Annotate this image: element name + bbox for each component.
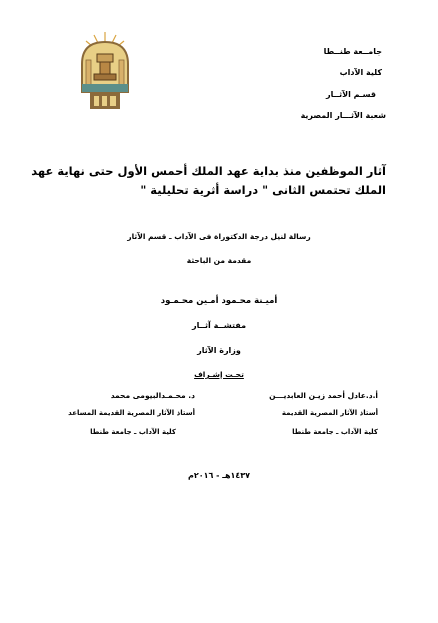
supervisor-2-affiliation: كلية الآداب ـ جامعة طنطا	[90, 428, 176, 436]
author-ministry: وزارة الآثار	[197, 346, 241, 355]
supervisor-1-name: أ.د.عادل أحمد زيـن العابديـــن	[269, 391, 378, 400]
thesis-title-line-1: آثار الموظفين منذ بداية عهد الملك أحمس الأول حتى نهاية عهد	[31, 164, 386, 178]
supervisor-2-position: أستاذ الآثار المصرية القديمة المساعد	[68, 409, 195, 417]
section-name: شعبة الآثـــار المصرية	[300, 111, 386, 120]
department-name: قسـم الآثــار	[326, 90, 376, 99]
author-name: أميـنة محـمود أمـين محـمـود	[160, 296, 278, 306]
author-title: مفتشــة آثــار	[191, 321, 247, 330]
thesis-title-line-2: الملك تحتمس الثانى " دراسة أثرية تحليلية "	[140, 183, 386, 197]
supervisor-1-position: أستاذ الآثار المصرية القديمة	[281, 409, 378, 417]
supervision-label-text: تحـت إشـراف	[194, 370, 244, 379]
supervisor-2-name: د. محـمـدالبيومى محمد	[110, 391, 195, 400]
faculty-name: كلية الآداب	[339, 68, 382, 77]
university-logo	[76, 30, 134, 112]
university-name: جامــعة طنــطا	[323, 47, 382, 56]
submission-date: ١٤٣٧هـ - ٢٠١٦م	[187, 471, 251, 480]
thesis-purpose: رسالة لنيل درجة الدكتوراة فى الآداب ـ قسم الآثار	[127, 232, 311, 241]
supervision-label	[0, 370, 438, 379]
presented-by: مقدمة من الباحثة	[186, 256, 252, 265]
supervisor-1-affiliation: كلية الآداب ـ جامعة طنطا	[292, 428, 378, 436]
